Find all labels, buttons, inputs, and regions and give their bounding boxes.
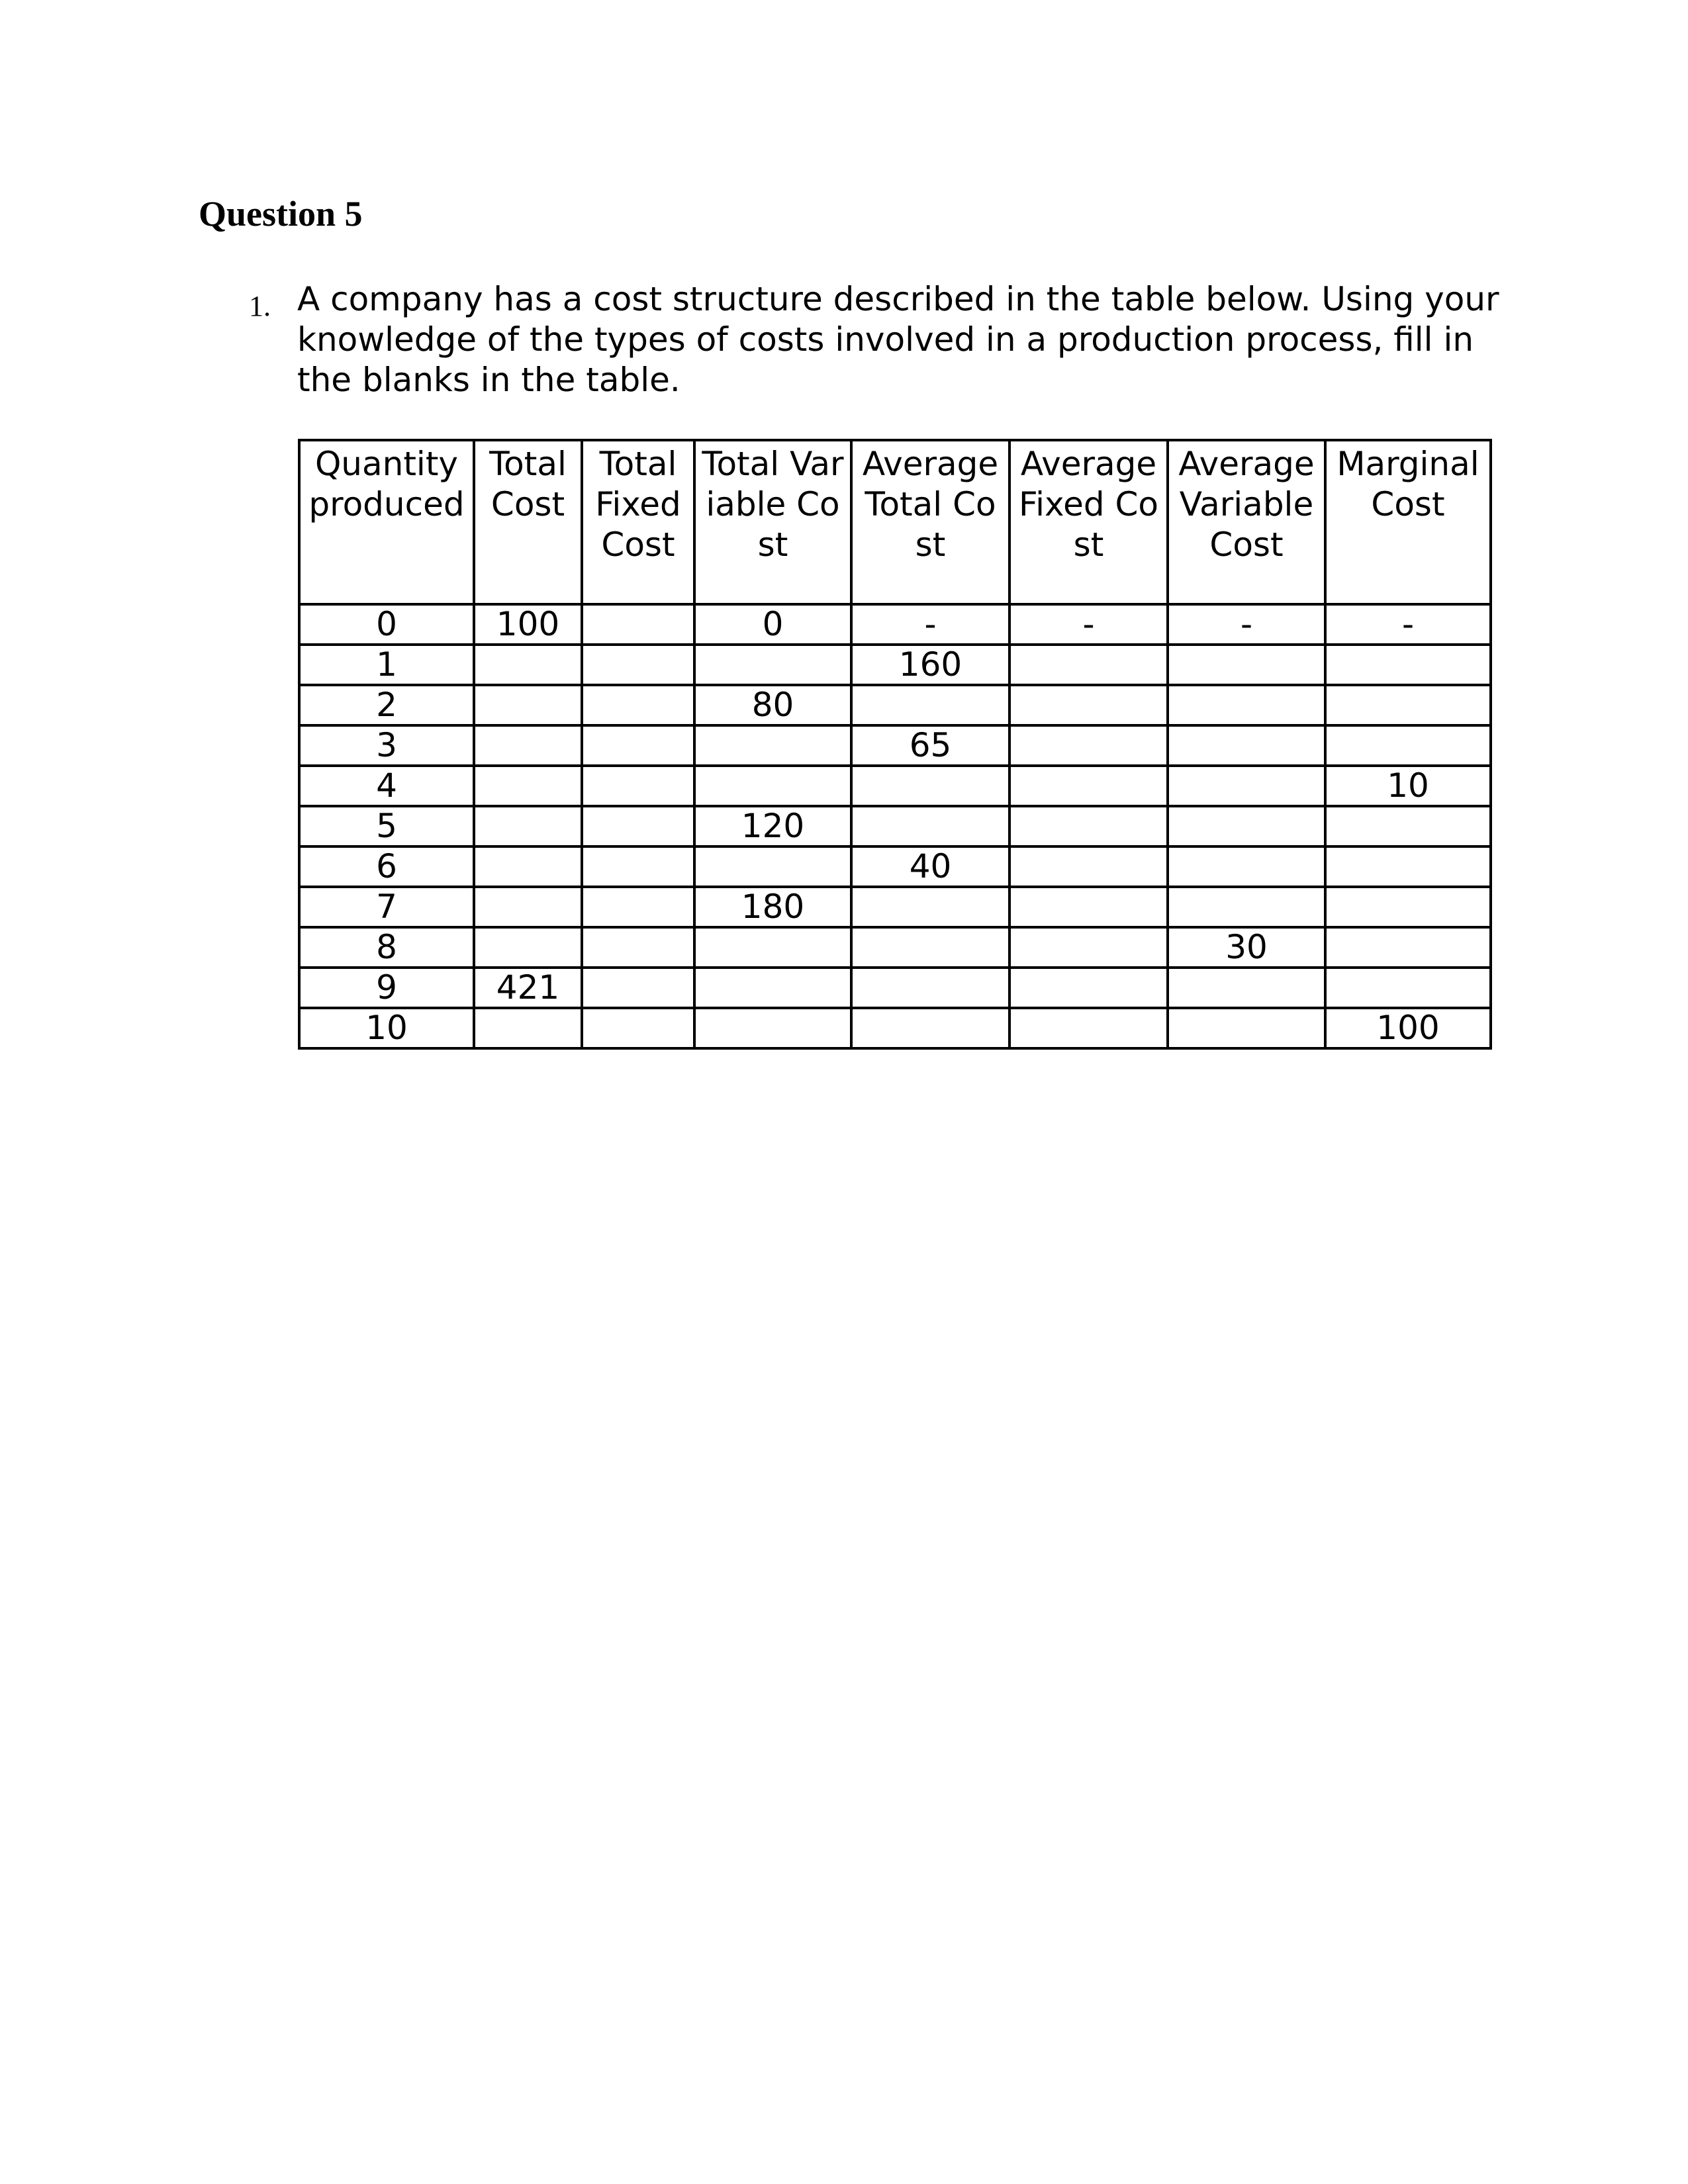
table-cell: - [1325,604,1491,645]
table-cell [474,1008,582,1048]
table-cell: 180 [694,887,851,927]
table-cell [1325,846,1491,887]
table-cell [851,1008,1009,1048]
table-cell [474,685,582,725]
table-cell [694,968,851,1008]
table-cell [1009,725,1168,766]
table-cell [474,645,582,685]
table-row [299,604,1491,645]
table-cell [1168,968,1325,1008]
table-cell: - [1168,604,1325,645]
table-cell [1009,927,1168,968]
table-cell: 100 [1325,1008,1491,1048]
table-body [299,604,1491,1048]
table-cell: 9 [299,968,474,1008]
table-cell: 3 [299,725,474,766]
table-cell: 6 [299,846,474,887]
table-cell: 0 [694,604,851,645]
table-cell [694,846,851,887]
table-cell [694,1008,851,1048]
table-cell [582,604,694,645]
table-row [299,927,1491,968]
table-cell [582,927,694,968]
table-cell [1009,968,1168,1008]
table-cell [582,968,694,1008]
table-cell: - [1009,604,1168,645]
table-cell: 4 [299,766,474,806]
table-cell [582,887,694,927]
table-cell [582,846,694,887]
table-row [299,766,1491,806]
table-cell: 10 [299,1008,474,1048]
table-cell [851,806,1009,846]
table-cell: 421 [474,968,582,1008]
table-cell [694,645,851,685]
table-cell [474,806,582,846]
question-text: A company has a cost structure described in the table below. Using your knowledge of the types of costs involved in a production process, fill in the blanks in the table. [297,280,1499,399]
table-cell [582,1008,694,1048]
table-cell [1009,645,1168,685]
table-cell [1009,685,1168,725]
table-cell [851,766,1009,806]
table-cell [851,685,1009,725]
table-cell: 0 [299,604,474,645]
table-cell [582,645,694,685]
table-cell [1325,887,1491,927]
table-cell [1168,645,1325,685]
table-cell [1325,725,1491,766]
table-row [299,887,1491,927]
table-cell [1325,645,1491,685]
table-cell [474,725,582,766]
table-cell: 8 [299,927,474,968]
table-cell [1009,846,1168,887]
table-cell [1168,846,1325,887]
table-cell [1325,685,1491,725]
table-cell [1168,725,1325,766]
table-cell: 2 [299,685,474,725]
question-heading: Question 5 [199,194,363,234]
table-cell: - [851,604,1009,645]
table-cell [1009,1008,1168,1048]
table-cell [1325,927,1491,968]
table-cell: 30 [1168,927,1325,968]
header-total-fixed-cost: Total Fixed Cost [582,440,694,604]
table-cell: 160 [851,645,1009,685]
header-average-fixed-cost: Average Fixed Cost [1009,440,1168,604]
table-cell [1168,806,1325,846]
table-cell [582,766,694,806]
table-cell: 10 [1325,766,1491,806]
table-cell [1168,766,1325,806]
table-cell [851,968,1009,1008]
table-cell: 65 [851,725,1009,766]
table-cell [694,927,851,968]
table-cell [474,766,582,806]
table-row [299,968,1491,1008]
question-number: 1. [249,290,271,322]
table-cell [474,927,582,968]
table-row [299,1008,1491,1048]
table-row [299,846,1491,887]
header-total-cost: Total Cost [474,440,582,604]
table-cell: 7 [299,887,474,927]
table-row [299,645,1491,685]
table-cell: 80 [694,685,851,725]
table-cell: 120 [694,806,851,846]
table-cell [1009,887,1168,927]
table-row [299,685,1491,725]
table-cell [1009,766,1168,806]
table-cell [1325,968,1491,1008]
header-quantity-produced: Quantity produced [299,440,474,604]
table-cell [1168,1008,1325,1048]
table-cell [851,887,1009,927]
cost-structure-table [298,439,1492,1050]
table-row [299,725,1491,766]
table-cell [1168,685,1325,725]
table-row [299,806,1491,846]
table-cell [851,927,1009,968]
table-cell [1009,806,1168,846]
table-cell: 1 [299,645,474,685]
table-cell: 100 [474,604,582,645]
table-cell [474,846,582,887]
table-cell [1168,887,1325,927]
header-average-total-cost: Average Total Cost [851,440,1009,604]
table-cell [582,725,694,766]
header-average-variable-cost: Average Variable Cost [1168,440,1325,604]
table-cell [694,766,851,806]
table-cell: 40 [851,846,1009,887]
header-marginal-cost: Marginal Cost [1325,440,1491,604]
table-cell [694,725,851,766]
table-cell [582,685,694,725]
table-header-row [299,440,1491,604]
header-total-variable-cost: Total Variable Cost [694,440,851,604]
table-cell [1325,806,1491,846]
table-cell [582,806,694,846]
table-cell [474,887,582,927]
table-cell: 5 [299,806,474,846]
